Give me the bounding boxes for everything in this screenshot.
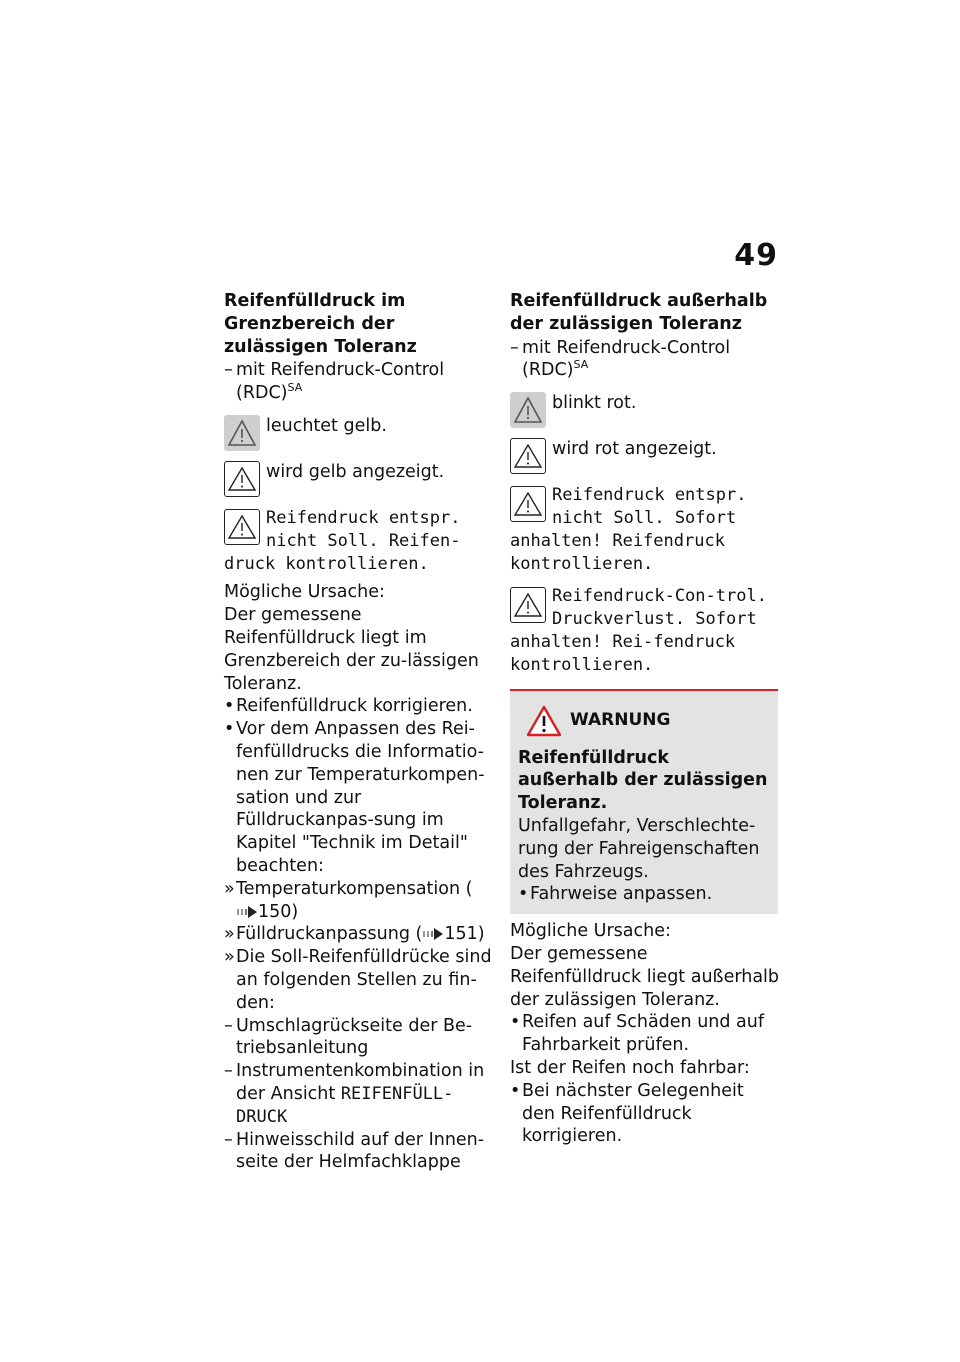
reference-item: » Fülldruckanpassung ( 151) [224, 924, 485, 945]
question-text: Ist der Reifen noch fahrbar: [510, 1057, 750, 1078]
warning-triangle-icon [510, 587, 546, 623]
condition-line: – mit Reifendruck-Control (RDC)$^{SA}$ [224, 360, 445, 404]
list-item: • Reifen auf Schäden und auf Fahrbarkeit prüfen. [510, 1012, 765, 1056]
warning-triangle-icon [510, 486, 546, 522]
page-number: 49 [734, 238, 778, 273]
page-link[interactable]: 151) [444, 924, 485, 945]
section-heading: Reifenfülldruck außerhalb der zulässigen Toleranz [510, 291, 768, 334]
display-message [510, 585, 780, 676]
indicator-row-filled [510, 392, 780, 428]
indicator-text: wird rot angezeigt. [552, 439, 717, 460]
indicator-row-outlined [224, 461, 494, 497]
section-heading: Reifenfülldruck im Grenzbereich der zulässigen Toleranz [224, 291, 417, 357]
sa-superscript: SA [287, 381, 303, 395]
page-arrow-icon [422, 928, 444, 940]
warning-triangle-icon [224, 461, 260, 497]
page-arrow-icon [236, 906, 258, 918]
right-column [510, 290, 780, 1148]
cause-label: Mögliche Ursache: [224, 582, 385, 603]
cause-text: Der gemessene Reifenfülldruck liegt im Grenzbereich der zu-lässigen Toleranz. [224, 605, 479, 694]
list-item: • Reifenfülldruck korrigieren. [224, 696, 473, 717]
warning-title: WARNUNG [570, 710, 671, 731]
display-message [510, 484, 780, 575]
indicator-text: leuchtet gelb. [266, 415, 387, 436]
warning-box [510, 689, 778, 915]
list-item: – Instrumentenkombination in der Ansicht REIFENFÜLL-DRUCK [224, 1061, 485, 1127]
warning-triangle-icon [224, 415, 260, 451]
condition-line: – mit Reifendruck-Control (RDC)$^{SA}$ [510, 337, 731, 381]
display-message-text: Reifendruck entspr. nicht Soll. Sofort anhalten! Reifendruck kontrollieren. [510, 485, 747, 574]
display-message-text: Reifendruck entspr. nicht Soll. Reifen-druck kontrollieren. [224, 507, 461, 574]
indicator-text: blinkt rot. [552, 393, 637, 414]
list-item: – Umschlagrückseite der Be-triebsanleitung [224, 1015, 473, 1059]
page-link[interactable]: 150) [258, 901, 299, 922]
warning-bold-text: Reifenfülldruck außerhalb der zulässigen Toleranz. [518, 747, 768, 814]
left-column [224, 290, 494, 1174]
cause-text: Der gemessene Reifenfülldruck liegt außerhalb der zulässigen Toleranz. [510, 943, 780, 1010]
list-item: • Fahrweise anpassen. [518, 884, 713, 905]
indicator-row-filled [224, 415, 494, 451]
cause-label: Mögliche Ursache: [510, 921, 671, 942]
warning-triangle-icon [510, 392, 546, 428]
warning-text: Unfallgefahr, Verschlechte-rung der Fahreigenschaften des Fahrzeugs. [518, 815, 760, 882]
warning-triangle-icon [224, 509, 260, 545]
list-item: – Hinweisschild auf der Innen-seite der Helmfachklappe [224, 1129, 485, 1173]
display-view-name: REIFENFÜLL-DRUCK [236, 1083, 454, 1127]
reference-item: » Die Soll-Reifenfülldrücke sind an folgenden Stellen zu fin-den: [224, 947, 492, 1013]
reference-item: » Temperaturkompensation (150) [224, 878, 473, 922]
warning-triangle-icon [526, 705, 562, 737]
list-item: • Bei nächster Gelegenheit den Reifenfülldruck korrigieren. [510, 1080, 744, 1147]
warning-triangle-icon [510, 438, 546, 474]
display-message-text: Reifendruck-Con-trol. Druckverlust. Sofort anhalten! Rei-fendruck kontrollieren. [510, 586, 767, 675]
indicator-text: wird gelb angezeigt. [266, 461, 445, 482]
warning-header [518, 705, 770, 737]
indicator-row-outlined [510, 438, 780, 474]
list-item: • Vor dem Anpassen des Rei-fenfülldrucks die Informatio-nen zur Temperaturkompen-sation und zur Fülldruckanpas-sung im Kapitel "Technik im Detail" beachten: [224, 719, 485, 876]
display-message [224, 507, 494, 575]
sa-superscript: SA [573, 358, 589, 372]
